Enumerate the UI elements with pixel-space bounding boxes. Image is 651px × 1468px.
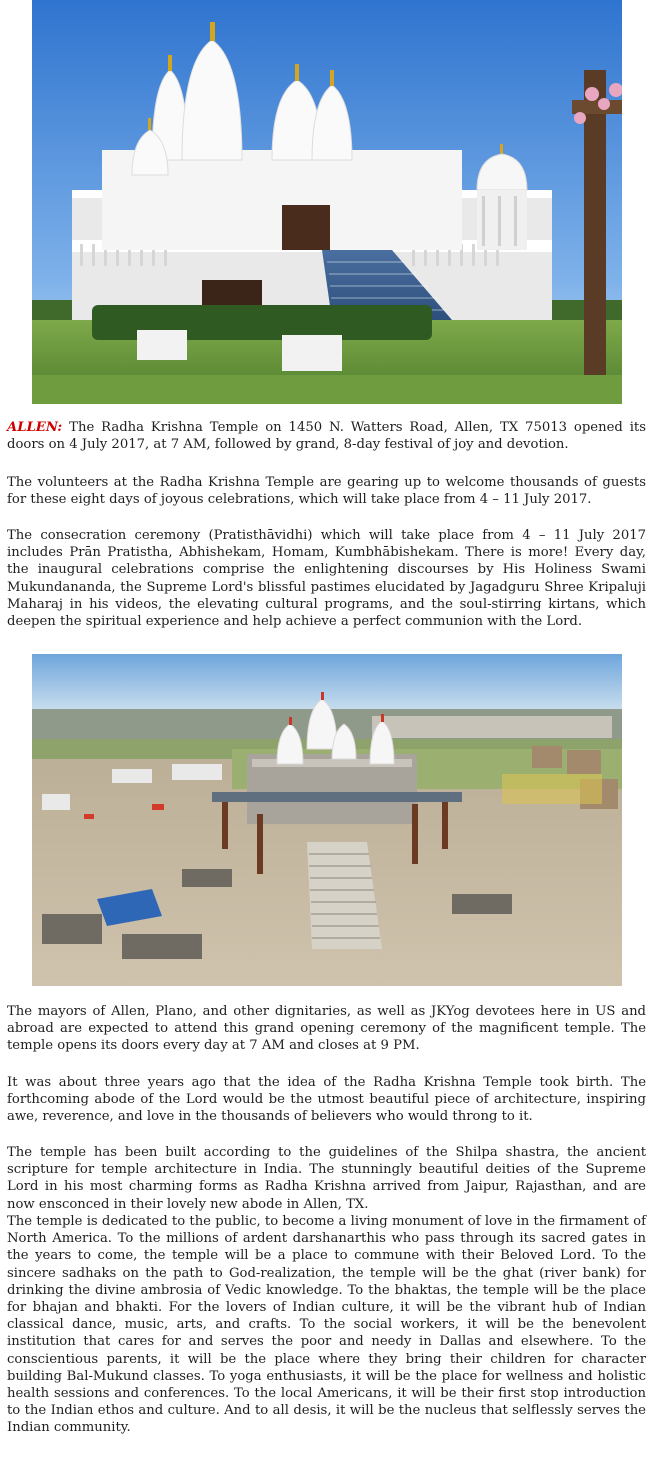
temple-aerial-illustration — [32, 654, 622, 986]
paragraph-opening — [7, 419, 646, 453]
temple-rendering-image — [32, 0, 622, 404]
dateline-location: ALLEN: — [7, 420, 63, 435]
paragraph-mayors: The mayors of Allen, Plano, and other dignitaries, as well as JKYog devotees here in US and abroad are expected to attend this grand opening ceremony of the magnificent temple. The temple opens its doors every day at 7 AM and closes at 9 PM. — [7, 1004, 646, 1054]
paragraph-shilpa-shastra: The temple has been built according to the guidelines of the Shilpa shastra, the ancient scripture for temple architecture in India. The stunningly beautiful deities of the Supreme Lord in his most charming forms as Radha Krishna arrived from Jaipur, Rajasthan, and are now ensconced in their lovely new abode in Allen, TX. — [7, 1145, 646, 1212]
paragraph-history: It was about three years ago that the idea of the Radha Krishna Temple took birth. The forthcoming abode of the Lord would be the utmost beautiful piece of architecture, inspiring awe, reverence, and love in the thousands of believers who would throng to it. — [7, 1075, 646, 1125]
paragraph-volunteers: The volunteers at the Radha Krishna Temple are gearing up to welcome thousands of guests for these eight days of joyous celebrations, which will take place from 4 – 11 July 2017. — [7, 475, 646, 508]
paragraph-text: The Radha Krishna Temple on 1450 N. Watters Road, Allen, TX 75013 opened its doors on 4 July 2017, at 7 AM, followed by grand, 8-day festival of joy and devotion. — [7, 420, 646, 453]
temple-rendering-illustration — [32, 0, 622, 404]
paragraph-consecration: The consecration ceremony (Pratisthāvidhi) which will take place from 4 – 11 July 2017 includes Prān Pratistha, Abhishekam, Homam, Kumbhābishekam. There is more! Every day, the inaugural celebrations comprise the enlightening discourses by His Holiness Swami Mukundananda, the Supreme Lord's blissful pastimes elucidated by Jagadguru Shree Kripaluji Maharaj in his videos, the elevating cultural programs, and the soul-stirring kirtans, which deepen the spiritual experience and help achieve a perfect communion with the Lord. — [7, 528, 646, 630]
temple-aerial-image — [32, 654, 622, 986]
paragraph-dedication: The temple is dedicated to the public, to become a living monument of love in the firmament of North America. To the millions of ardent darshanarthis who pass through its sacred gates in the years to come, the temple will be a place to commune with their Beloved Lord. To the sincere sadhaks on the path to God-realization, the temple will be the ghat (river bank) for drinking the divine ambrosia of Vedic knowledge. To the bhaktas, the temple will be the place for bhajan and bhakti. For the lovers of Indian culture, it will be the vibrant hub of Indian classical dance, music, arts, and crafts. To the social workers, it will be the benevolent institution that cares for and serves the poor and needy in Dallas and elsewhere. To the conscientious parents, it will be the place where they bring their children for character building Bal-Mukund classes. To yoga enthusiasts, it will be the place for wellness and holistic health sessions and conferences. To the local Americans, it will be their first stop introduction to the Indian ethos and culture. And to all desis, it will be the nucleus that selflessly serves the Indian community. — [7, 1214, 646, 1436]
